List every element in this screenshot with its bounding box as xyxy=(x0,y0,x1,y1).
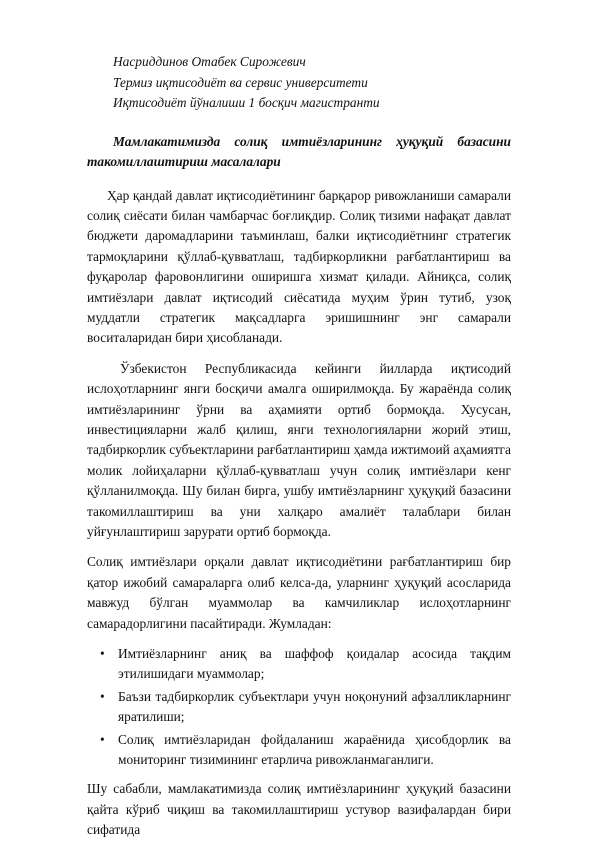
list-item: • Баъзи тадбиркорлик субъектлари учун ноқонуний афзалликларнинг яратилиши; xyxy=(87,687,511,728)
paragraph-reforms: Ўзбекистон Республикасида кейинги йилларда иқтисодий ислоҳотларнинг янги босқичи амалга оширилмоқда. Бу жараёнда солиқ имтиёзларининг ўрни ва аҳамияти ортиб бормоқда. Хусусан, инвестицияларни жалб қилиш, янги технологияларни жорий этиш, тадбиркорлик субъектларини рағбатлантириш ҳамда ижтимоий аҳамиятга молик лойиҳаларни қўллаб-қувватлаш учун солиқ имтиёзлари кенг қўлланилмоқда. Шу билан бирга, ушбу имтиёзларнинг ҳуқуқий базасини такомиллаштириш ва уни халқаро амалиёт талаблари билан уйғунлаштириш зарурати ортиб бормоқда. xyxy=(87,360,511,539)
list-item: • Имтиёзларнинг аниқ ва шаффоф қоидалар асосида тақдим этилишидаги муаммолар; xyxy=(87,644,511,685)
author-program: Иқтисодиёт йўналиши 1 босқич магистранти xyxy=(113,95,380,110)
paragraph-problems: Солиқ имтиёзлари орқали давлат иқтисодиётини рағбатлантириш бир қатор ижобий самараларга олиб келса-да, уларнинг ҳуқуқий асосларида мавжуд бўлган муаммолар ва камчиликлар ислоҳотларнинг самарадорлигини пасайтиради. Жумладан: xyxy=(87,554,511,631)
document-page xyxy=(87,52,511,841)
author-block xyxy=(113,52,511,114)
paragraph-closing: Шу сабабли, мамлакатимизда солиқ имтиёзларининг ҳуқуқий базасини қайта кўриб чиқиш ва такомиллаштириш устувор вазифалардан бири сифатида xyxy=(87,781,511,838)
paragraph-intro: Ҳар қандай давлат иқтисодиётининг барқарор ривожланиши самарали солиқ сиёсати билан чамбарчас боғлиқдир. Солиқ тизими нафақат давлат бюджети даромадларини таъминлаш, балки иқтисодиётнинг стратегик тармоқларини қўллаб-қувватлаш, тадбиркорликни рағбатлантириш ва фуқаролар фаровонлигини оширишга хизмат қилади. Айниқса, солиқ имтиёзлари давлат иқтисодий сиёсатида муҳим ўрин тутиб, узоқ муддатли стратегик мақсадларга эришишнинг энг самарали воситаларидан бири ҳисобланади. xyxy=(87,187,511,346)
article-title xyxy=(87,132,511,173)
title-line-1: Мамлакатимизда солиқ имтиёзларининг ҳуқуқий базасини xyxy=(113,133,511,149)
author-university: Термиз иқтисодиёт ва сервис университети xyxy=(113,74,368,90)
list-item: • Солиқ имтиёзларидан фойдаланиш жараёнида ҳисобдорлик ва мониторинг тизимининг етарлича ривожланмаганлиги. xyxy=(87,730,511,771)
title-line-2: такомиллаштириш масалалари xyxy=(87,154,281,169)
author-name: Насриддинов Отабек Сирожевич xyxy=(113,54,306,69)
problem-list xyxy=(87,644,511,770)
